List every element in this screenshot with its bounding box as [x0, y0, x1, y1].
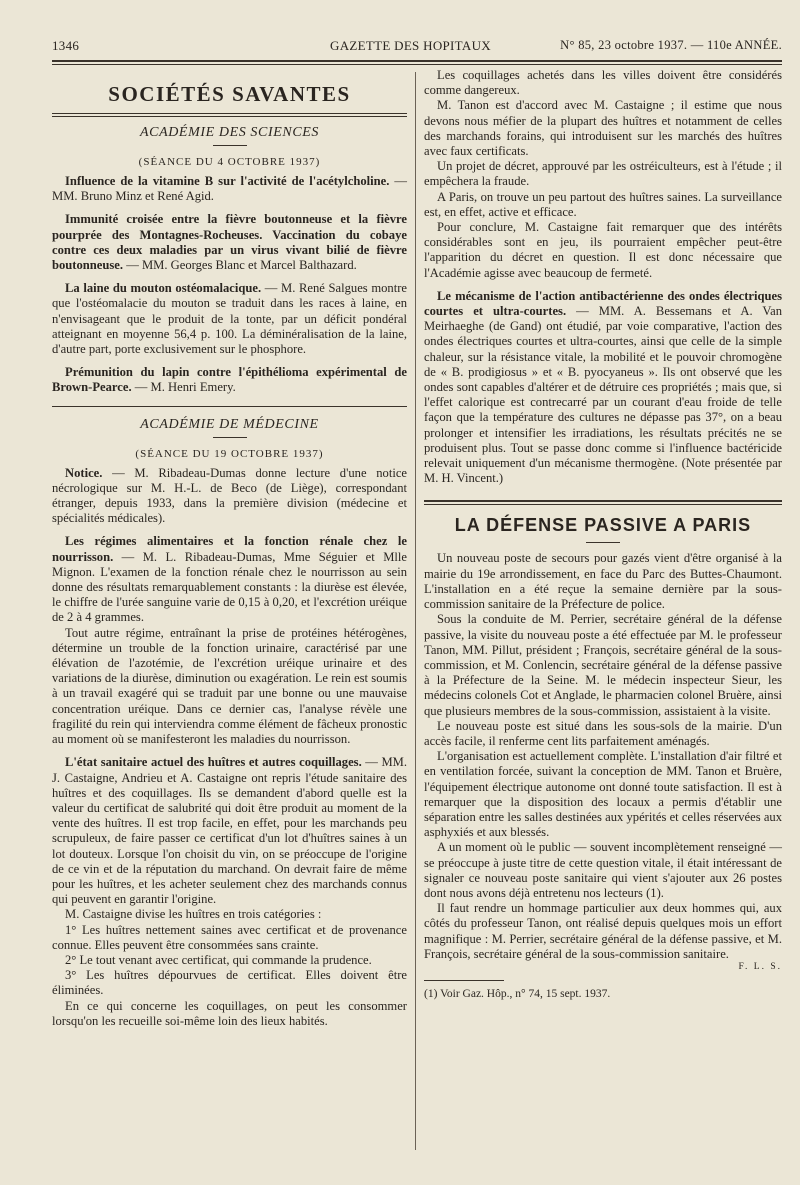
article-title: Les régimes alimentaires et la fonction rénale chez le nourrisson. — [52, 534, 407, 564]
article-paragraph — [52, 174, 407, 204]
article-authors: — M. Henri Emery. — [131, 380, 236, 395]
article-title: Le mécanisme de l'action antibactérienne des ondes électriques courtes et ultra-courtes. — [424, 288, 782, 319]
article-paragraph: M. Tanon est d'accord avec M. Castaigne ; il estime que nous devons nous méfier de la plupart des huîtres et notamment de celles des marchands forains, qui introduisent sur les marchés des huîtres avec faux certificats. — [424, 98, 782, 159]
signature: F. L. S. — [738, 961, 782, 972]
article-paragraph — [52, 212, 407, 273]
article-text: — M. René Salgues montre que l'ostéomalacie du mouton se traduit dans les races à laine, en n'envisageant que le produit de la tonte, par un déficit pondéral atteignant en moyenne 56,4 p. 100. La déminéralisation de la laine, d'autre part, porte exclusivement sur le phosphore. — [52, 281, 407, 357]
article-authors: — MM. Bruno Minz et René Agid. — [52, 174, 407, 204]
article-text: — MM. A. Bessemans et A. Van Meirhaeghe (de Gand) ont étudié, par voie comparative, l'action des ondes électriques courtes et ultra-courtes, ainsi que celle de la simple chaleur, sur la résistance vitale, la mobilité et le pouvoir chromogène de « B. prodigiosus » et « B. pyocyaneus ». Ils ont observé que les ondes sont capables d'altérer et de détruire ces propriétés ; mais que, si l'effet calorique est contrecarré par un courant d'eau froide de telle façon que la température des cultures ne dépasse pas 37°, on a beau prolonger et intensifier les irradiations, les résultats précités ne se produisent plus. Tout se passe donc comme si l'influence bactéricide relevait uniquement d'un mécanisme thermogène. (Note présentée par M. H. Vincent.) — [424, 304, 782, 486]
academy-sciences-heading: ACADÉMIE DES SCIENCES — [139, 125, 320, 140]
footnote-rule — [424, 980, 504, 981]
list-item: 1° Les huîtres nettement saines avec certificat et de provenance connue. Elles peuvent être consommées sans crainte. — [52, 922, 407, 952]
article-paragraph: Le nouveau poste est situé dans les sous-sols de la mairie. D'un accès facile, il renferme cent lits parfaitement aménagés. — [424, 718, 782, 748]
seance-heading: (SÉANCE DU 4 OCTOBRE 1937) — [138, 156, 321, 168]
article-paragraph: Il faut rendre un hommage particulier aux deux hommes qui, aux côtés du professeur Tanon, ont réalisé depuis quelques mois un effort magnifique : M. Perrier, secrétaire général de la défense passive, et M. François, secrétaire général de la sous-commission sanitaire. — [424, 901, 782, 961]
list-item: 2° Le tout venant avec certificat, qui commande la prudence. — [65, 952, 372, 967]
article-paragraph: Tout autre régime, entraînant la prise de protéines hétérogènes, détermine un trouble de la fonction urinaire, caractérisé par une élévation de l'azotémie, de l'excrétion uréique urinaire et des variations de la diurèse, diminution ou exagération. Le rein est soumis à un travail exagéré qui se traduit par une bonne ou une mauvaise concentration uréique. Dans ce dernier cas, l'analyse révèle une fragilité du rein qui interviendra comme élément de fâcheux pronostic au moment où se manifesteront les maladies du nourrisson. — [52, 625, 407, 747]
article-paragraph: Pour conclure, M. Castaigne fait remarquer que des intérêts considérables sont en jeu, ils pourraient empêcher peut-être l'apparition du décret en question. Il est donc nécessaire que l'Académie agisse avec beaucoup de fermeté. — [424, 220, 782, 280]
article-title: La laine du mouton ostéomalacique. — [65, 281, 262, 296]
footnote: (1) Voir Gaz. Hôp., n° 74, 15 sept. 1937. — [424, 987, 611, 1000]
seance-heading: (SÉANCE DU 19 OCTOBRE 1937) — [135, 447, 324, 460]
short-rule — [586, 542, 620, 543]
page-number: 1346 — [52, 38, 80, 53]
section-title: SOCIÉTÉS SAVANTES — [108, 82, 351, 106]
article-text: — MM. J. Castaigne, Andrieu et A. Castaigne ont repris l'étude sanitaire des huîtres et des coquillages. Ils se demandent d'abord quelle est la valeur du certificat de salubrité qui doit être produit au moment de la vente des huîtres. Il est trop facile, en effet, pour les marchands peu scrupuleux, de faire passer ce certificat d'un lot d'huîtres saines à un lot douteux. Lorsque l'on choisit du vin, on se préoccupe de l'origine de ce vin et de la réputation du marchand. On devrait faire de même pour les huîtres, et les acheter seulement chez des marchands connus qui peuvent en garantir l'origine. — [52, 755, 407, 907]
article-paragraph: Un projet de décret, approuvé par les ostréiculteurs, est à l'étude ; il empêchera la fraude. — [424, 159, 782, 189]
academy-medecine-heading: ACADÉMIE DE MÉDECINE — [140, 416, 319, 432]
article-paragraph: M. Castaigne divise les huîtres en trois catégories : — [65, 907, 322, 922]
article-title: Influence de la vitamine B sur l'activité de l'acétylcholine. — [65, 174, 390, 188]
article-paragraph — [52, 534, 407, 625]
article-paragraph: A un moment où le public — souvent incomplètement renseigné — se préoccupe à juste titre de cette question vitale, il était intéressant de signaler ce nouveau poste sanitaire qui vient s'ajouter aux 26 postes dont nous avons déjà entretenu nos lecteurs (1). — [424, 840, 782, 900]
section-rule — [424, 500, 782, 505]
article-text: — M. Ribadeau-Dumas donne lecture d'une notice nécrologique sur M. H.-L. de Beco (de Liège), correspondant étranger, depuis 1933, dans la première division (médecine et spécialités médicales). — [52, 465, 407, 526]
short-rule — [213, 145, 247, 146]
defense-title: LA DÉFENSE PASSIVE A PARIS — [454, 515, 752, 536]
section-rule — [52, 406, 407, 407]
header-rule — [52, 60, 782, 62]
right-column — [424, 68, 782, 1002]
title-rule — [52, 113, 407, 117]
article-title: Immunité croisée entre la fièvre boutonneuse et la fièvre pourprée des Montagnes-Rocheuses. Vaccination du cobaye contre ces deux maladies par un virus vivant bilié de fièvre boutonneuse. — [52, 212, 407, 273]
article-paragraph — [52, 281, 407, 357]
header-rule-thin — [52, 64, 782, 65]
column-divider — [415, 72, 416, 1150]
article-paragraph: En ce qui concerne les coquillages, on peut les consommer lorsqu'on les recueille soi-même loin des lieux habités. — [52, 998, 407, 1028]
article-title: L'état sanitaire actuel des huîtres et autres coquillages. — [65, 755, 362, 770]
article-paragraph: A Paris, on trouve un peu partout des huîtres saines. La surveillance est, en effet, active et efficace. — [424, 189, 782, 219]
article-paragraph — [424, 289, 782, 487]
journal-title: GAZETTE DES HOPITAUX — [330, 38, 491, 53]
article-authors: — MM. Georges Blanc et Marcel Balthazard. — [123, 258, 357, 273]
article-title: Notice. — [65, 465, 103, 480]
article-paragraph: L'organisation est actuellement complète. L'installation d'air filtré et en ventilation forcée, suivant la conception de MM. Tanon et Bruère, l'équipement électrique autonome ont donné toute satisfaction. Il est à remarquer que la disposition des locaux a permis d'établir une séparation entre les salles destinées aux ypérités et celles réservées aux asphyxiés et aux blessés. — [424, 749, 782, 840]
article-paragraph: Sous la conduite de M. Perrier, secrétaire général de la défense passive, la visite du nouveau poste a été effectuée par M. le professeur Tanon, MM. Pillut, président ; François, secrétaire général de la sous-commission, et M. Conlencin, secrétaire général de la défense passive à la Préfecture de la Seine. M. le médecin inspecteur Sieur, les médecins colonels Cot et Anglade, le pharmacien colonel Bruère, ainsi que plusieurs membres de la sous-commission, assistaient à la visite. — [424, 612, 782, 718]
list-item: 3° Les huîtres dépourvues de certificat. Elles doivent être éliminées. — [52, 968, 407, 998]
issue-info: N° 85, 23 octobre 1937. — 110e ANNÉE. — [560, 38, 782, 52]
article-paragraph: Un nouveau poste de secours pour gazés vient d'être organisé à la mairie du 19e arrondissement, en face du Parc des Buttes-Chaumont. L'installation en a été reçue la semaine dernière par la sous-commission sanitaire de la Préfecture de police. — [424, 551, 782, 612]
short-rule — [213, 437, 247, 438]
article-paragraph: Les coquillages achetés dans les villes doivent être considérés comme dangereux. — [424, 68, 782, 98]
left-column — [52, 68, 407, 1029]
article-paragraph — [52, 755, 407, 907]
article-title: Prémunition du lapin contre l'épithélioma expérimental de Brown-Pearce. — [52, 365, 407, 395]
article-paragraph — [52, 466, 407, 527]
article-text: — M. L. Ribadeau-Dumas, Mme Séguier et Mlle Mignon. L'examen de la fonction rénale chez le nourrisson au sein donne des résultats remarquablement constants : la diurèse est élevée, le chiffre de l'urée sanguine varie de 0,15 à 0,20, et l'excrétion uréique de 2 à 4 grammes. — [52, 549, 407, 625]
article-paragraph — [52, 365, 407, 395]
